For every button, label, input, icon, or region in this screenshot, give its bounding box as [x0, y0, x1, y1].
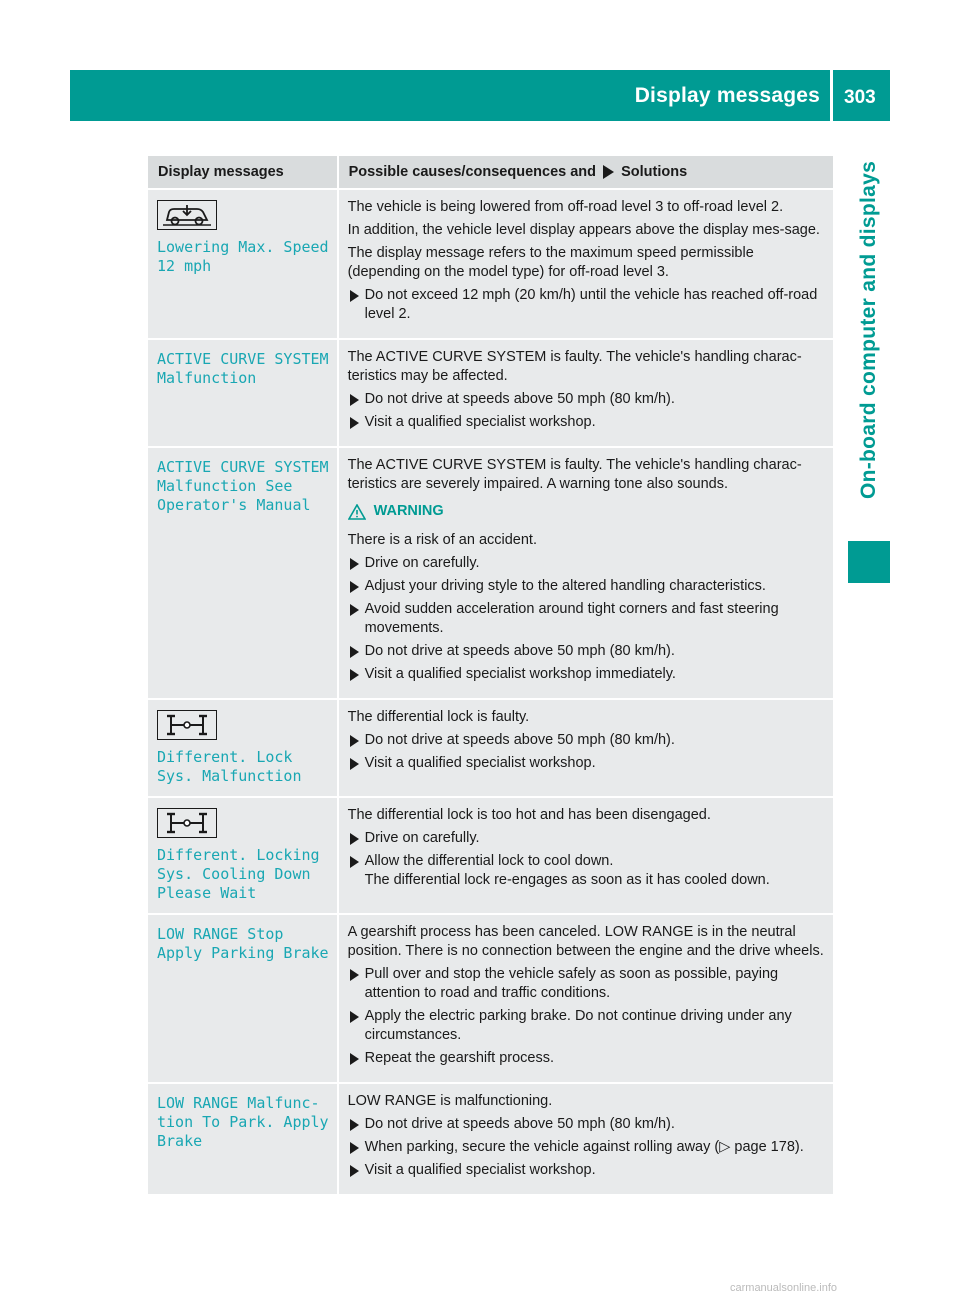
display-message-cell	[148, 798, 339, 913]
causes-solutions-cell	[339, 190, 833, 338]
display-message-text	[157, 846, 329, 903]
display-message-line: Apply Parking Brake	[157, 944, 329, 962]
cause-paragraph: The differential lock is faulty.	[347, 709, 530, 725]
cause-paragraph: The vehicle is being lowered from off-road level 3 to off-road level 2.	[347, 199, 784, 215]
display-message-text	[157, 238, 329, 276]
warning-label: WARNING	[373, 503, 444, 519]
display-message-text	[157, 350, 329, 388]
arrow-icon	[603, 165, 614, 179]
solution-step: Do not drive at speeds above 50 mph (80 km/h).	[348, 642, 825, 661]
col-header-causes	[339, 156, 833, 188]
solution-step: Visit a qualified specialist workshop.	[348, 1161, 825, 1180]
display-message-line: Malfunction See	[157, 477, 293, 495]
table-row	[148, 915, 833, 1082]
display-message-text	[157, 1094, 329, 1151]
causes-solutions-cell	[339, 448, 833, 698]
display-message-cell	[148, 190, 339, 338]
table-row	[148, 448, 833, 698]
vehicle-level-lowering-icon	[157, 200, 217, 230]
causes-solutions-cell	[339, 700, 833, 796]
display-message-line: Different. Lock	[157, 748, 293, 766]
display-message-line: Please Wait	[157, 884, 257, 902]
solution-step: Visit a qualified specialist workshop.	[348, 754, 825, 773]
display-message-line: Operator's Manual	[157, 496, 311, 514]
differential-lock-icon	[157, 808, 217, 838]
cause-paragraph: LOW RANGE is malfunctioning.	[347, 1093, 553, 1109]
display-message-cell	[148, 700, 339, 796]
watermark: carmanualsonline.info	[730, 1282, 838, 1294]
table-row	[148, 700, 833, 796]
causes-solutions-cell	[339, 915, 833, 1082]
header-bar	[70, 70, 890, 121]
display-message-line: Malfunction	[157, 369, 257, 387]
display-message-line: LOW RANGE Malfunc-	[157, 1094, 320, 1112]
cause-paragraph: A gearshift process has been canceled. LOW RANGE is in the neutral position. There is no connection between the engine and the drive wheels.	[347, 924, 824, 959]
differential-lock-icon	[157, 710, 217, 740]
col-header-display-messages: Display messages	[148, 156, 339, 188]
solution-step: Adjust your driving style to the altered handling characteristics.	[348, 577, 825, 596]
warning-text: There is a risk of an accident.	[347, 532, 537, 548]
cause-paragraph: The display message refers to the maximum speed permissible (depending on the model type) for off-road level 3.	[347, 245, 754, 280]
page-title: Display messages	[634, 84, 820, 107]
display-message-line: 12 mph	[157, 257, 212, 275]
display-message-line: ACTIVE CURVE SYSTEM	[157, 350, 329, 368]
display-message-text	[157, 748, 329, 786]
cause-paragraph: The ACTIVE CURVE SYSTEM is faulty. The vehicle's handling charac-teristics may be affected.	[347, 349, 802, 384]
warning-heading	[348, 502, 825, 521]
solution-step: Do not drive at speeds above 50 mph (80 km/h).	[348, 731, 825, 750]
display-message-line: Sys. Malfunction	[157, 767, 302, 785]
display-message-line: Lowering Max. Speed	[157, 238, 329, 256]
display-message-line: LOW RANGE Stop	[157, 925, 284, 943]
solution-step: Apply the electric parking brake. Do not continue driving under any circumstances.	[348, 1007, 825, 1045]
display-message-line: Sys. Cooling Down	[157, 865, 311, 883]
solution-step: Drive on carefully.	[348, 829, 825, 848]
display-message-line: Brake	[157, 1132, 203, 1150]
display-message-line: tion To Park. Apply	[157, 1113, 329, 1131]
cause-paragraph: The differential lock is too hot and has been disengaged.	[347, 807, 711, 823]
solution-step: Repeat the gearshift process.	[348, 1049, 825, 1068]
table-header-row	[148, 156, 833, 188]
solution-step: Pull over and stop the vehicle safely as soon as possible, paying attention to road and traffic conditions.	[348, 965, 825, 1003]
solution-step: Do not exceed 12 mph (20 km/h) until the vehicle has reached off-road level 2.	[348, 286, 825, 324]
solution-step: Do not drive at speeds above 50 mph (80 km/h).	[348, 390, 825, 409]
solution-step: When parking, secure the vehicle against rolling away (▷ page 178).	[348, 1138, 825, 1157]
solution-step: Visit a qualified specialist workshop immediately.	[348, 665, 825, 684]
display-message-text	[157, 925, 329, 963]
display-message-cell	[148, 448, 339, 698]
solution-step: Do not drive at speeds above 50 mph (80 km/h).	[348, 1115, 825, 1134]
causes-solutions-cell	[339, 1084, 833, 1194]
col-header-causes-text: Possible causes/consequences and	[348, 163, 597, 180]
side-tab-marker	[848, 541, 890, 583]
display-message-cell	[148, 340, 339, 446]
display-messages-table	[148, 154, 833, 1196]
solution-step: Visit a qualified specialist workshop.	[348, 413, 825, 432]
solution-step: Avoid sudden acceleration around tight corners and fast steering movements.	[348, 600, 825, 638]
causes-solutions-cell	[339, 798, 833, 913]
display-message-text	[157, 458, 329, 515]
solution-note: The differential lock re-engages as soon as it has cooled down.	[364, 872, 770, 888]
cause-paragraph: The ACTIVE CURVE SYSTEM is faulty. The vehicle's handling charac-teristics are severely impaired. A warning tone also sounds.	[347, 457, 802, 492]
solution-step: Drive on carefully.	[348, 554, 825, 573]
display-message-cell	[148, 915, 339, 1082]
solution-step: Allow the differential lock to cool down.	[348, 852, 825, 871]
display-message-cell	[148, 1084, 339, 1194]
display-message-line: ACTIVE CURVE SYSTEM	[157, 458, 329, 476]
table-row	[148, 190, 833, 338]
header-divider	[830, 70, 833, 121]
table-row	[148, 340, 833, 446]
table-row	[148, 1084, 833, 1194]
table-row	[148, 798, 833, 913]
side-tab-label: On-board computer and displays	[857, 160, 880, 500]
warning-icon	[348, 504, 366, 520]
page-number: 303	[844, 87, 876, 108]
cause-paragraph: In addition, the vehicle level display appears above the display mes-sage.	[347, 222, 820, 238]
causes-solutions-cell	[339, 340, 833, 446]
col-header-solutions-text: Solutions	[621, 163, 688, 180]
display-message-line: Different. Locking	[157, 846, 320, 864]
